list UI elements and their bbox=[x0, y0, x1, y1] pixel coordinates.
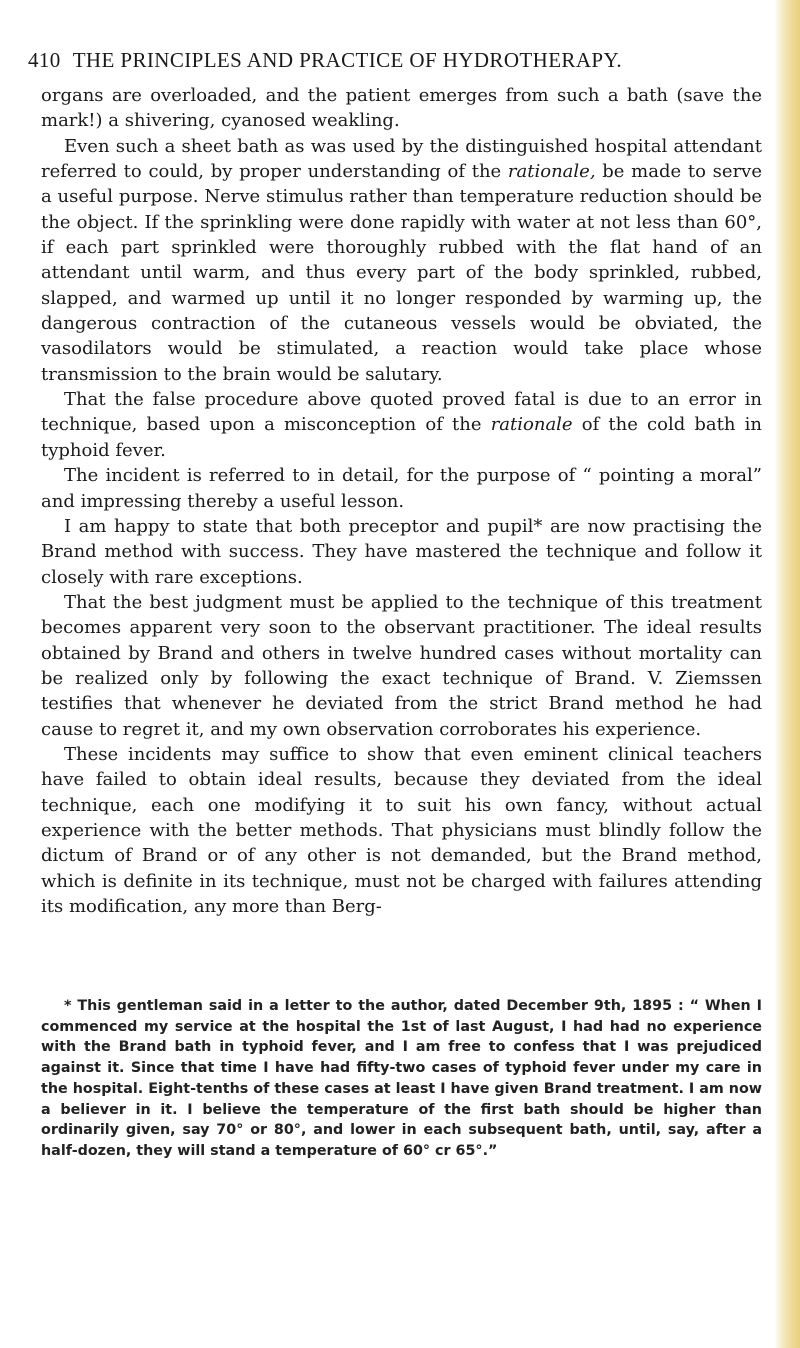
paragraph-5: I am happy to state that both preceptor and pupil* are now practising the Brand method with success. They have mastered the technique and follow it closely with rare exceptions. bbox=[41, 515, 762, 588]
body-text bbox=[41, 83, 762, 919]
paragraph-2 bbox=[41, 134, 762, 387]
running-title: THE PRINCIPLES AND PRACTICE OF HYDROTHERAPY. bbox=[72, 48, 622, 72]
paragraph-3-italic: rationale bbox=[490, 414, 573, 436]
paragraph-3-text-a: That the false procedure above quoted proved fatal is due to an error in technique, based upon a misconception of the bbox=[41, 389, 762, 436]
paragraph-7: These incidents may suffice to show that even eminent clinical teachers have failed to obtain ideal results, because they deviated from the ideal technique, each one modifying it to suit his own fancy, without actual experience with the better methods. That physicians must blindly follow the dictum of Brand or of any other is not demanded, but the Brand method, which is definite in its technique, must not be charged with failures attending its modification, any more than Berg- bbox=[41, 743, 762, 917]
paragraph-2-italic: rationale, bbox=[507, 161, 596, 183]
footnote bbox=[41, 996, 762, 1162]
page-edge bbox=[774, 0, 800, 1348]
paragraph-4: The incident is referred to in detail, for the purpose of “ pointing a moral” and impressing thereby a useful lesson. bbox=[41, 465, 762, 512]
paragraph-2-text-b: be made to serve a useful purpose. Nerve stimulus rather than temperature reduction should be the object. If the sprinkling were done rapidly with water at not less than 60°, if each part sprinkled were thoroughly rubbed with the flat hand of an attendant until warm, and thus every part of the body sprinkled, rubbed, slapped, and warmed up until it no longer responded by warming up, the dangerous contraction of the cutaneous vessels would be obviated, the vasodilators would be stimulated, a reaction would take place whose transmission to the brain would be salutary. bbox=[41, 161, 762, 385]
paragraph-1: organs are overloaded, and the patient emerges from such a bath (save the mark!) a shivering, cyanosed weakling. bbox=[41, 85, 762, 132]
page-number: 410 bbox=[28, 48, 61, 72]
paragraph-2-text-a: Even such a sheet bath as was used by the distinguished hospital attendant referred to could, by proper understanding of the bbox=[41, 135, 762, 183]
paragraph-3 bbox=[41, 387, 762, 463]
footnote-text: * This gentleman said in a letter to the author, dated December 9th, 1895 : “ When I commenced my service at the hospital the 1st of last August, I had had no experience with the Brand bath in typhoid fever, and I am free to confess that I was prejudiced against it. Since that time I have had fifty-two cases of typhoid fever under my care in the hospital. Eight-tenths of these cases at least I have given Brand treatment. I am now a believer in it. I believe the temperature of the first bath should be higher than ordinarily given, say 70° or 80°, and lower in each subsequent bath, until, say, after a half-dozen, they will stand a temperature of 60° cr 65°.” bbox=[41, 998, 762, 1159]
paragraph-6: That the best judgment must be applied to the technique of this treatment becomes apparent very soon to the observant practitioner. The ideal results obtained by Brand and others in twelve hundred cases without mortality can be realized only by following the exact technique of Brand. V. Ziemssen testifies that whenever he deviated from the strict Brand method he had cause to regret it, and my own observation corroborates his experience. bbox=[41, 591, 762, 740]
paragraph-3-text-b: of the cold bath in typhoid fever. bbox=[41, 414, 762, 461]
running-header bbox=[28, 48, 768, 73]
